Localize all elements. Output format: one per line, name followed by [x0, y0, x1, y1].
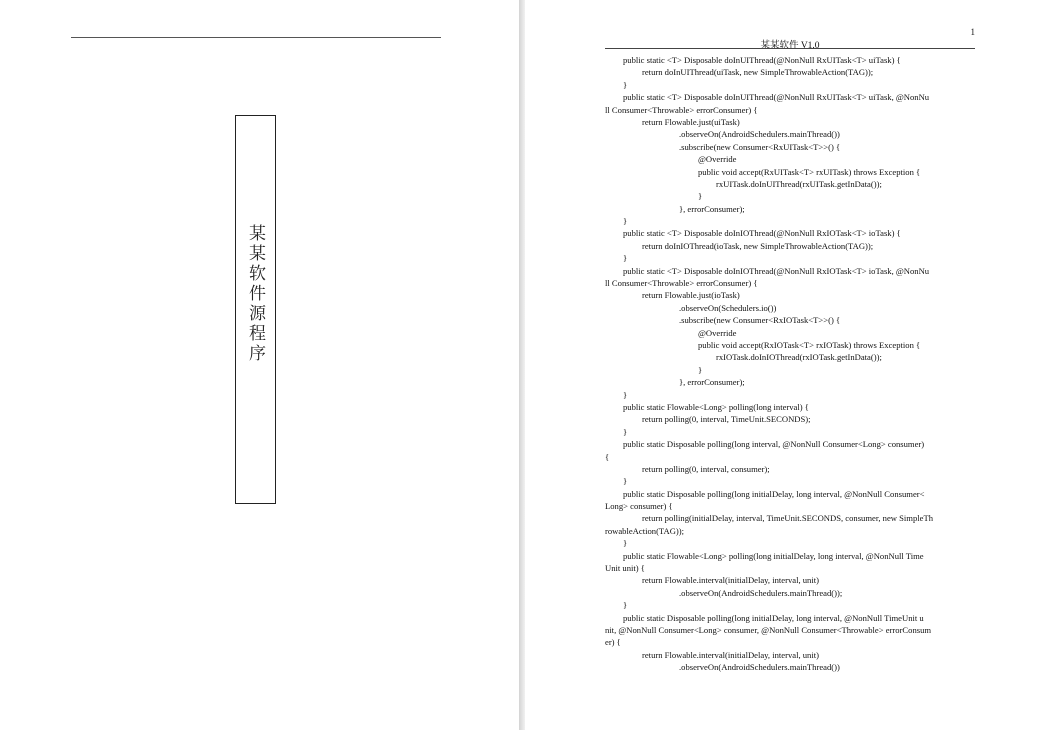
code-line: }: [623, 253, 628, 264]
code-line: public static <T> Disposable doInUIThread(@NonNull RxUITask<T> uiTask, @NonNu: [623, 92, 930, 103]
code-line: return Flowable.interval(initialDelay, interval, unit): [642, 649, 819, 660]
code-line: return Flowable.interval(initialDelay, interval, unit): [642, 575, 819, 586]
code-block: [605, 54, 975, 674]
code-line: public static Disposable polling(long interval, @NonNull Consumer<Long> consumer): [623, 439, 925, 450]
code-line: return polling(initialDelay, interval, TimeUnit.SECONDS, consumer, new SimpleTh: [642, 513, 934, 524]
code-line: }, errorConsumer);: [679, 203, 745, 214]
code-line: {: [605, 451, 610, 462]
code-line: return polling(0, interval, consumer);: [642, 463, 770, 474]
code-line: public static <T> Disposable doInUIThread(@NonNull RxUITask<T> uiTask) {: [623, 55, 901, 65]
code-line: er) {: [605, 637, 621, 648]
code-line: return doInUIThread(uiTask, new SimpleThrowableAction(TAG));: [642, 67, 874, 78]
code-line: .observeOn(Schedulers.io()): [679, 302, 777, 313]
code-line: .observeOn(AndroidSchedulers.mainThread()): [679, 129, 840, 140]
code-line: .observeOn(AndroidSchedulers.mainThread());: [679, 587, 843, 598]
code-line: public static Flowable<Long> polling(long interval) {: [623, 401, 809, 412]
header-rule: [71, 37, 441, 38]
cover-title: 某某软件源程序: [245, 223, 265, 364]
code-line: public static Flowable<Long> polling(long initialDelay, long interval, @NonNull Time: [623, 550, 924, 561]
code-line: }: [623, 600, 628, 611]
code-line: .observeOn(AndroidSchedulers.mainThread()): [679, 662, 840, 673]
code-line: return Flowable.just(ioTask): [642, 290, 740, 301]
code-line: ll Consumer<Throwable> errorConsumer) {: [605, 278, 758, 289]
code-line: }: [623, 389, 628, 400]
code-line: }: [623, 426, 628, 437]
code-line: }: [623, 79, 628, 90]
code-line: public void accept(RxIOTask<T> rxIOTask) throws Exception {: [698, 339, 921, 350]
header-rule: [605, 48, 975, 49]
code-line: }: [623, 476, 628, 487]
source-code-page: [525, 0, 1039, 730]
code-line: rxUITask.doInUIThread(rxUITask.getInData());: [716, 178, 882, 189]
code-line: return polling(0, interval, TimeUnit.SECONDS);: [642, 414, 811, 425]
code-line: public static Disposable polling(long initialDelay, long interval, @NonNull TimeUnit u: [623, 612, 924, 623]
code-line: public static <T> Disposable doInIOThread(@NonNull RxIOTask<T> ioTask, @NonNu: [623, 265, 930, 276]
cover-title-box: [235, 115, 276, 504]
code-line: Long> consumer) {: [605, 501, 673, 512]
code-line: public static Disposable polling(long initialDelay, long interval, @NonNull Consumer<: [623, 488, 925, 499]
code-line: return Flowable.just(uiTask): [642, 116, 740, 127]
code-line: .subscribe(new Consumer<RxIOTask<T>>() {: [679, 315, 841, 326]
code-line: @Override: [698, 327, 737, 338]
code-line: @Override: [698, 154, 737, 165]
code-line: }: [623, 538, 628, 549]
code-line: nit, @NonNull Consumer<Long> consumer, @NonNull Consumer<Throwable> errorConsum: [605, 624, 932, 635]
code-line: Unit unit) {: [605, 563, 645, 574]
code-line: public void accept(RxUITask<T> rxUITask) throws Exception {: [698, 166, 921, 177]
code-line: }, errorConsumer);: [679, 377, 745, 388]
code-line: public static <T> Disposable doInIOThread(@NonNull RxIOTask<T> ioTask) {: [623, 228, 901, 239]
code-line: }: [698, 191, 703, 202]
code-line: rxIOTask.doInIOThread(rxIOTask.getInData());: [716, 352, 882, 363]
code-line: }: [623, 216, 628, 227]
cover-page: [0, 0, 519, 730]
code-line: }: [698, 364, 703, 375]
code-line: .subscribe(new Consumer<RxUITask<T>>() {: [679, 141, 841, 152]
page-number: 1: [970, 27, 975, 37]
code-line: ll Consumer<Throwable> errorConsumer) {: [605, 104, 758, 115]
page-header: 某某软件 V1.0: [760, 41, 820, 51]
code-line: return doInIOThread(ioTask, new SimpleThrowableAction(TAG));: [642, 240, 874, 251]
code-line: rowableAction(TAG));: [605, 525, 685, 536]
